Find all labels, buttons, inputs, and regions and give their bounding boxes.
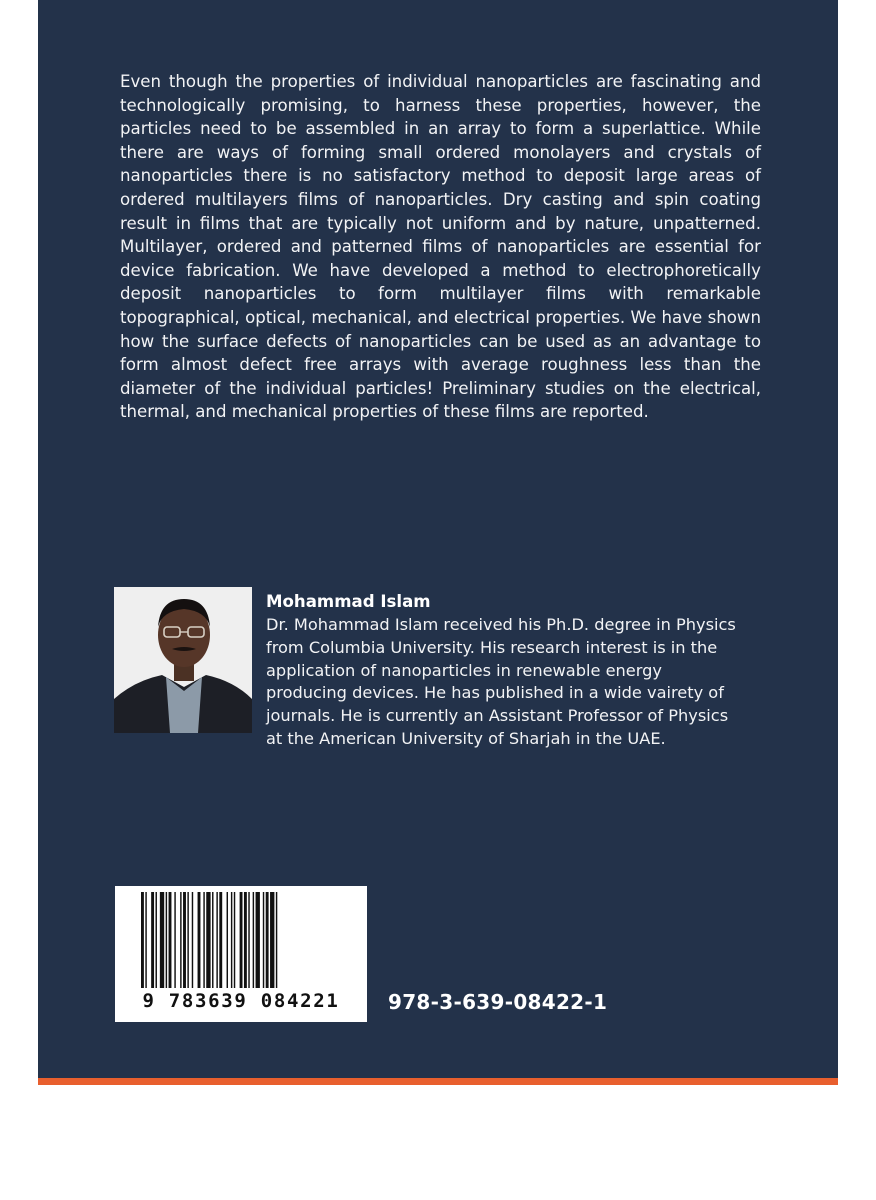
barcode-bar (256, 892, 260, 988)
barcode-bar (145, 892, 146, 988)
barcode-bar (169, 892, 172, 988)
isbn-number: 978-3-639-08422-1 (388, 990, 608, 1014)
barcode-bar (276, 892, 277, 988)
barcode-bar (198, 892, 201, 988)
accent-stripe (38, 1078, 838, 1085)
barcode-bar (212, 892, 213, 988)
barcode-bar (266, 892, 269, 988)
barcode-bar (248, 892, 249, 988)
author-bio: Dr. Mohammad Islam received his Ph.D. degree in Physics from Columbia University. His research interest is in the application of nanoparticles in renewable energy producing devices. He has published in a wide vairety of journals. He is currently an Assistant Professor of Physics at the American University of Sharjah in the UAE. (266, 615, 736, 748)
barcode-bar (270, 892, 274, 988)
barcode-bar (156, 892, 157, 988)
barcode-bar (166, 892, 167, 988)
barcode-bar (240, 892, 243, 988)
barcode-bar (141, 892, 144, 988)
barcode-bar (160, 892, 164, 988)
barcode-bar (203, 892, 204, 988)
barcode-bar (227, 892, 228, 988)
barcode-bar (206, 892, 210, 988)
barcode-bar (192, 892, 193, 988)
barcode-digits: 9 783639 084221 (142, 990, 340, 1012)
barcode-bar (180, 892, 181, 988)
barcode-bar (174, 892, 175, 988)
barcode-bar (183, 892, 186, 988)
barcode-bar (187, 892, 188, 988)
barcode-bar (151, 892, 154, 988)
author-name: Mohammad Islam (266, 592, 431, 611)
author-photo (114, 587, 252, 733)
barcode-bar (253, 892, 254, 988)
barcode-bar (216, 892, 217, 988)
barcode-bar (234, 892, 235, 988)
barcode-bar (244, 892, 247, 988)
barcode (115, 886, 367, 1022)
barcode-bar (263, 892, 264, 988)
barcode-bar (231, 892, 232, 988)
book-description: Even though the properties of individual nanoparticles are fascinating and technologically promising, to harness these properties, however, the particles need to be assembled in an array to form a superlattice. While there are ways of forming small ordered monolayers and crystals of nanoparticles there is no satisfactory method to deposit large areas of ordered multilayers films of nanoparticles. Dry casting and spin coating result in films that are typically not uniform and by nature, unpatterned. Multilayer, ordered and patterned films of nanoparticles are essential for device fabrication. We have developed a method to electrophoretically deposit nanoparticles to form multilayer films with remarkable topographical, optical, mechanical, and electrical properties. We have shown how the surface defects of nanoparticles can be used as an advantage to form almost defect free arrays with average roughness less than the diameter of the individual particles! Preliminary studies on the electrical, thermal, and mechanical properties of these films are reported. (120, 72, 761, 422)
barcode-bar (219, 892, 222, 988)
